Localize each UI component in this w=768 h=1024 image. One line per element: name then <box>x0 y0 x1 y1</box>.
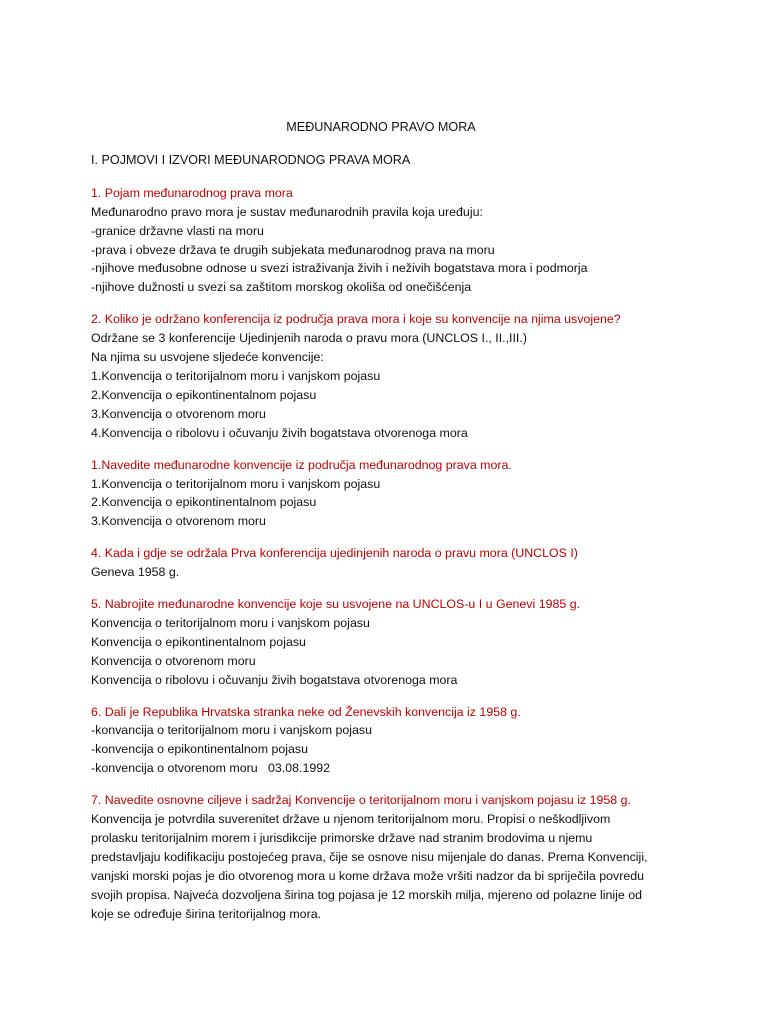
section-line: -prava i obveze država te drugih subjekata međunarodnog prava na moru <box>91 242 495 257</box>
section-line: 3.Konvencija o otvorenom moru <box>91 514 266 529</box>
section-5 <box>91 595 691 690</box>
section-line: -njihove međusobne odnose u svezi istraživanja živih i neživih bogatstava mora i podmorja <box>91 261 588 276</box>
section-3 <box>91 456 691 532</box>
document-body <box>91 118 691 937</box>
section-line: 2.Konvencija o epikontinentalnom pojasu <box>91 495 317 510</box>
section-line: Konvencija o ribolovu i očuvanju živih bogatstava otvorenoga mora <box>91 672 458 687</box>
section-line: -granice državne vlasti na moru <box>91 223 264 238</box>
section-2 <box>91 310 691 442</box>
section-line: Međunarodno pravo mora je sustav međunarodnih pravila koja uređuju: <box>91 204 483 219</box>
paragraph-line: prolasku teritorijalnim morem i jurisdikcije primorske države nad stranim brodovima u njemu <box>91 831 593 845</box>
paragraph-line: Konvencija je potvrdila suverenitet države u njenom teritorijalnom moru. Propisi o neškodljivom <box>91 812 611 827</box>
section-4 <box>91 544 691 582</box>
section-question: 2. Koliko je održano konferencija iz područja prava mora i koje su konvencije na njima usvojene? <box>91 312 621 327</box>
paragraph-line: svojih propisa. Najveća dozvoljena širina tog pojasa je 12 morskih milja, mjereno od polazne linije od <box>91 887 642 902</box>
chapter-heading: I. POJMOVI I IZVORI MEĐUNARODNOG PRAVA MORA <box>91 152 411 167</box>
section-question: 5. Nabrojite međunarodne konvencije koje su usvojene na UNCLOS-u I u Genevi 1985 g. <box>91 597 581 612</box>
section-question: 1. Pojam međunarodnog prava mora <box>91 185 293 200</box>
section-line: -konvencija o otvorenom moru 03.08.1992 <box>91 761 331 776</box>
section-question: 6. Dali je Republika Hrvatska stranka neke od Ženevskih konvencija iz 1958 g. <box>91 704 521 719</box>
section-line: 1.Konvencija o teritorijalnom moru i vanjskom pojasu <box>91 476 381 491</box>
section-line: -konvencija o epikontinentalnom pojasu <box>91 742 308 757</box>
section-line: Konvencija o teritorijalnom moru i vanjskom pojasu <box>91 615 370 630</box>
section-line: Na njima su usvojene sljedeće konvencije: <box>91 350 324 365</box>
section-line: 4.Konvencija o ribolovu i očuvanju živih bogatstava otvorenoga mora <box>91 425 468 440</box>
section-line: -njihove dužnosti u svezi sa zaštitom morskog okoliša od onečišćenja <box>91 280 472 295</box>
section-line: Geneva 1958 g. <box>91 565 180 580</box>
section-line: 1.Konvencija o teritorijalnom moru i vanjskom pojasu <box>91 368 381 383</box>
paragraph-line: vanjski morski pojas je dio otvorenog mora u kome država može vršiti nadzor da bi spriječila povredu <box>91 868 645 883</box>
section-line: 2.Konvencija o epikontinentalnom pojasu <box>91 387 317 402</box>
document-title: MEĐUNARODNO PRAVO MORA <box>286 120 476 134</box>
paragraph-line: predstavljaju kodifikaciju postojećeg prava, čije se osnove nisu mijenjale do danas. Prema Konvenciji, <box>91 849 648 864</box>
section-question: 1.Navedite međunarodne konvencije iz područja međunarodnog prava mora. <box>91 457 512 472</box>
section-line: Konvencija o epikontinentalnom pojasu <box>91 634 306 649</box>
section-1 <box>91 184 691 297</box>
section-line: Održane se 3 konferencije Ujedinjenih naroda o pravu mora (UNCLOS I., II.,III.) <box>91 331 527 346</box>
section-question: 7. Navedite osnovne ciljeve i sadržaj Konvencije o teritorijalnom moru i vanjskom pojasu iz 1958 g. <box>91 793 631 808</box>
section-line: -konvancija o teritorijalnom moru i vanjskom pojasu <box>91 723 372 738</box>
section-7 <box>91 791 691 923</box>
section-line: Konvencija o otvorenom moru <box>91 653 256 668</box>
paragraph-line: koje se određuje širina teritorijalnog mora. <box>91 906 322 921</box>
section-line: 3.Konvencija o otvorenom moru <box>91 406 266 421</box>
section-question: 4. Kada i gdje se održala Prva konferencija ujedinjenih naroda o pravu mora (UNCLOS I) <box>91 546 578 561</box>
section-6 <box>91 703 691 779</box>
